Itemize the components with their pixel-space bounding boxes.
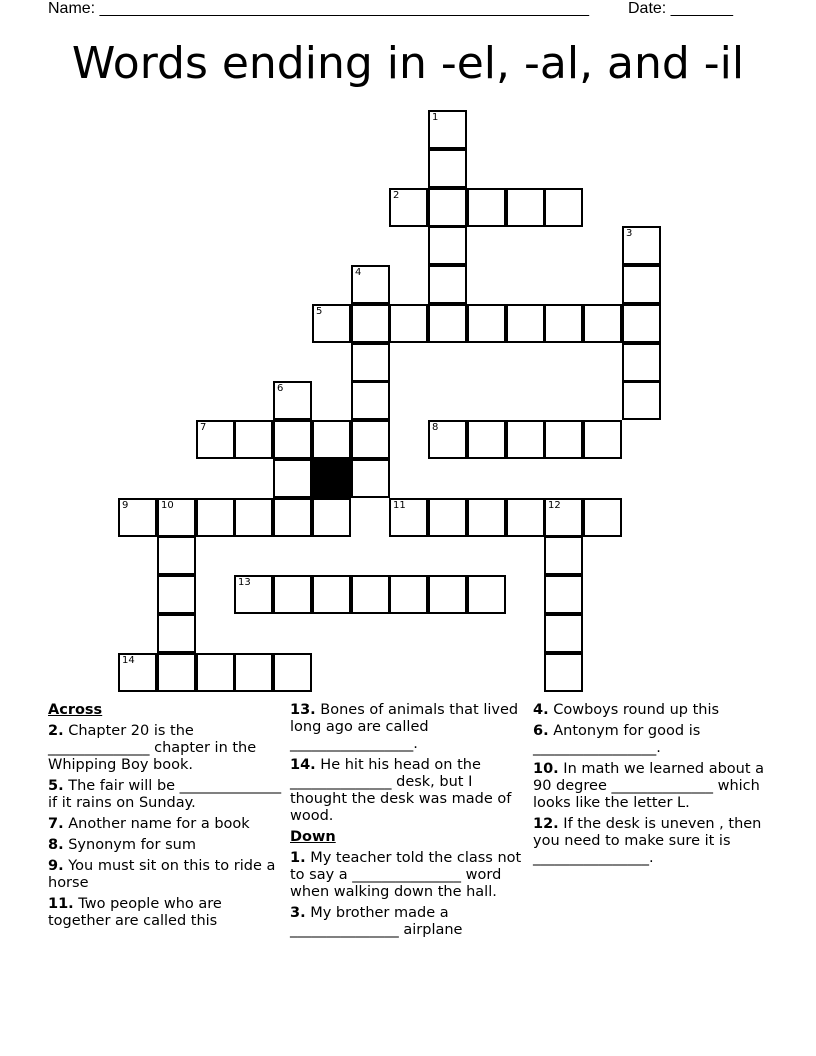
grid-cell[interactable]	[351, 420, 390, 459]
grid-cell[interactable]	[428, 575, 467, 614]
clue-across-13: 13. Bones of animals that lived long ago are called _________________.	[290, 702, 519, 752]
grid-cell[interactable]	[544, 420, 583, 459]
clue-down-12: 12. If the desk is uneven , then you need to make sure it is ________________.	[533, 816, 762, 866]
grid-cell[interactable]	[467, 575, 506, 614]
clue-number: 14	[122, 655, 135, 666]
clue-number: 2	[393, 190, 400, 201]
grid-cell[interactable]	[428, 304, 467, 343]
grid-cell[interactable]	[544, 188, 583, 227]
grid-cell[interactable]	[351, 343, 390, 382]
grid-cell[interactable]	[622, 343, 661, 382]
grid-cell[interactable]	[157, 575, 196, 614]
clue-across-2: 2. Chapter 20 is the ______________ chapter in the Whipping Boy book.	[48, 723, 257, 773]
grid-cell[interactable]	[583, 498, 622, 537]
grid-cell[interactable]	[544, 498, 583, 537]
grid-cell[interactable]	[273, 459, 312, 498]
grid-cell[interactable]	[428, 110, 467, 149]
grid-cell[interactable]	[428, 498, 467, 537]
clue-number: 4	[355, 267, 362, 278]
down-heading: Down	[290, 829, 336, 845]
clue-number: 6	[277, 383, 284, 394]
page-title: Words ending in -el, -al, and -il	[71, 38, 745, 89]
grid-cell[interactable]	[428, 420, 467, 459]
grid-cell[interactable]	[234, 498, 273, 537]
grid-cell[interactable]	[196, 420, 235, 459]
grid-cell[interactable]	[506, 498, 545, 537]
grid-cell[interactable]	[544, 614, 583, 653]
grid-cell[interactable]	[622, 265, 661, 304]
grid-cell[interactable]	[389, 575, 428, 614]
grid-cell[interactable]	[196, 498, 235, 537]
grid-cell[interactable]	[351, 575, 390, 614]
grid-cell[interactable]	[273, 420, 312, 459]
clue-number: 3	[626, 228, 633, 239]
grid-cell[interactable]	[234, 575, 273, 614]
clue-number: 1	[432, 112, 439, 123]
clue-number: 7	[200, 422, 207, 433]
grid-cell[interactable]	[234, 420, 273, 459]
grid-cell[interactable]	[467, 420, 506, 459]
grid-cell[interactable]	[389, 304, 428, 343]
grid-cell[interactable]	[583, 420, 622, 459]
clue-number: 5	[316, 306, 323, 317]
clue-number: 8	[432, 422, 439, 433]
clue-number: 9	[122, 500, 129, 511]
clue-across-5: 5. The fair will be ______________ if it rains on Sunday.	[48, 778, 282, 811]
grid-cell[interactable]	[196, 653, 235, 692]
grid-cell[interactable]	[428, 265, 467, 304]
clue-number: 13	[238, 577, 251, 588]
grid-cell[interactable]	[389, 188, 428, 227]
grid-cell[interactable]	[273, 575, 312, 614]
grid-cell[interactable]	[312, 575, 351, 614]
grid-cell[interactable]	[351, 459, 390, 498]
date-field: Date: _______	[628, 0, 733, 17]
clue-number: 12	[548, 500, 561, 511]
grid-block	[312, 459, 351, 498]
clue-across-14: 14. He hit his head on the ______________ desk, but I thought the desk was made of wood.	[290, 757, 512, 824]
grid-cell[interactable]	[428, 188, 467, 227]
grid-cell[interactable]	[312, 498, 351, 537]
name-field: Name: _______________________________________________________	[48, 0, 589, 17]
clue-down-4: 4. Cowboys round up this	[533, 702, 720, 718]
grid-cell[interactable]	[583, 304, 622, 343]
clue-number: 11	[393, 500, 406, 511]
grid-cell[interactable]	[273, 381, 312, 420]
clues-column-3	[533, 702, 769, 871]
clue-across-7: 7. Another name for a book	[48, 816, 250, 832]
grid-cell[interactable]	[544, 575, 583, 614]
grid-cell[interactable]	[118, 498, 157, 537]
grid-cell[interactable]	[467, 498, 506, 537]
clue-across-9: 9. You must sit on this to ride a horse	[48, 858, 276, 891]
grid-cell[interactable]	[506, 188, 545, 227]
grid-cell[interactable]	[428, 226, 467, 265]
grid-cell[interactable]	[312, 420, 351, 459]
grid-cell[interactable]	[351, 381, 390, 420]
grid-cell[interactable]	[622, 381, 661, 420]
grid-cell[interactable]	[157, 536, 196, 575]
grid-cell[interactable]	[351, 304, 390, 343]
clue-across-8: 8. Synonym for sum	[48, 837, 196, 853]
clue-down-1: 1. My teacher told the class not to say a _______________ word when walking down the hall.	[290, 850, 522, 900]
across-heading: Across	[48, 702, 103, 718]
grid-cell[interactable]	[467, 304, 506, 343]
clues-column-2	[290, 702, 526, 943]
grid-cell[interactable]	[157, 614, 196, 653]
grid-cell[interactable]	[467, 188, 506, 227]
grid-cell[interactable]	[544, 653, 583, 692]
grid-cell[interactable]	[544, 304, 583, 343]
grid-cell[interactable]	[622, 226, 661, 265]
clues-column-1	[48, 702, 284, 934]
grid-cell[interactable]	[544, 536, 583, 575]
grid-cell[interactable]	[273, 498, 312, 537]
clue-down-10: 10. In math we learned about a 90 degree ______________ which looks like the letter L.	[533, 761, 765, 811]
clue-across-11: 11. Two people who are together are called this	[48, 896, 222, 929]
grid-cell[interactable]	[273, 653, 312, 692]
grid-cell[interactable]	[351, 265, 390, 304]
grid-cell[interactable]	[506, 420, 545, 459]
grid-cell[interactable]	[234, 653, 273, 692]
clue-number: 10	[161, 500, 174, 511]
grid-cell[interactable]	[312, 304, 351, 343]
clue-down-3: 3. My brother made a _______________ airplane	[290, 905, 463, 938]
grid-cell[interactable]	[428, 149, 467, 188]
grid-cell[interactable]	[157, 653, 196, 692]
grid-cell[interactable]	[622, 304, 661, 343]
grid-cell[interactable]	[157, 498, 196, 537]
clue-down-6: 6. Antonym for good is _________________.	[533, 723, 701, 756]
grid-cell[interactable]	[389, 498, 428, 537]
grid-cell[interactable]	[118, 653, 157, 692]
grid-cell[interactable]	[506, 304, 545, 343]
